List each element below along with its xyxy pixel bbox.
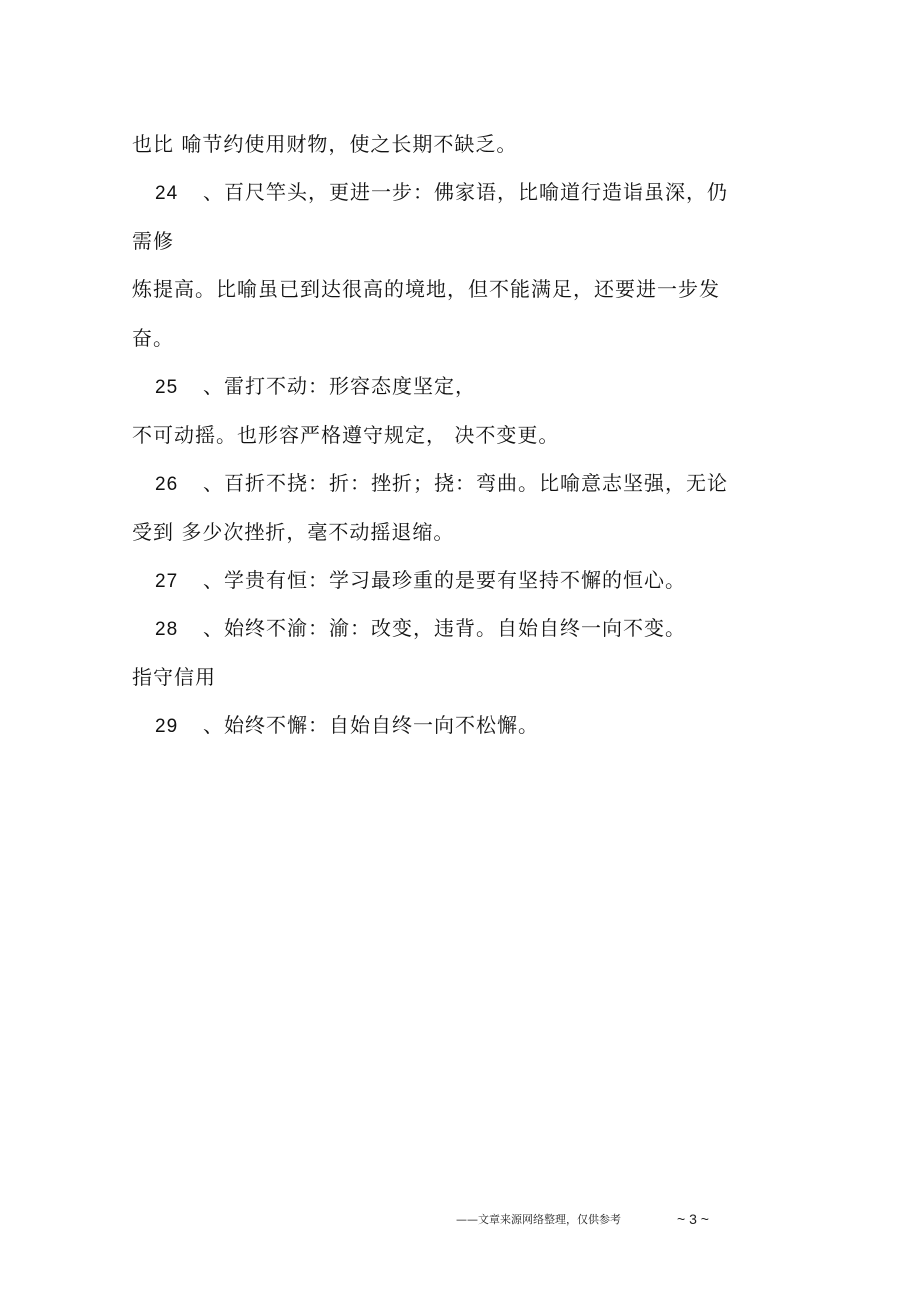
body-line: [132, 663, 216, 691]
item-number: 27: [155, 571, 179, 592]
list-item-26: [155, 469, 728, 499]
item-number: 29: [155, 716, 179, 737]
item-number: 26: [155, 474, 179, 495]
page-number: ~ 3 ~: [677, 1211, 709, 1227]
line-text: 指守信用: [132, 665, 216, 689]
line-text: 需修: [132, 229, 174, 253]
footer-source-note: ——文章来源网络整理，仅供参考: [456, 1213, 621, 1226]
list-item-27: [155, 566, 686, 596]
item-number: 25: [155, 377, 179, 398]
line-text: 不可动摇。也形容严格遵守规定， 决不变更。: [132, 423, 560, 447]
body-line: [132, 324, 174, 352]
item-text: 、雷打不动：形容态度坚定，: [203, 374, 476, 398]
line-text: 奋。: [132, 326, 174, 350]
line-text: 也比 喻节约使用财物，使之长期不缺乏。: [132, 132, 518, 156]
item-text: 、始终不渝：渝：改变，违背。自始自终一向不变。: [203, 616, 686, 640]
list-item-25: [155, 372, 476, 402]
line-text: 炼提高。比喻虽已到达很高的境地，但不能满足，还要进一步发: [132, 277, 720, 301]
item-text: 、学贵有恒：学习最珍重的是要有坚持不懈的恒心。: [203, 568, 686, 592]
body-line: [132, 130, 517, 158]
line-text: 受到 多少次挫折，毫不动摇退缩。: [132, 520, 455, 544]
list-item-28: [155, 614, 686, 644]
item-text: 、百折不挠：折：挫折；挠：弯曲。比喻意志坚强，无论: [203, 471, 728, 495]
item-text: 、百尺竿头，更进一步：佛家语，比喻道行造诣虽深，仍: [203, 180, 728, 204]
item-number: 28: [155, 619, 179, 640]
body-line: [132, 275, 720, 303]
list-item-29: [155, 711, 539, 741]
body-line: [132, 227, 174, 255]
list-item-24: [155, 178, 728, 208]
item-text: 、始终不懈：自始自终一向不松懈。: [203, 713, 539, 737]
item-number: 24: [155, 183, 179, 204]
body-line: [132, 421, 559, 449]
body-line: [132, 518, 454, 546]
